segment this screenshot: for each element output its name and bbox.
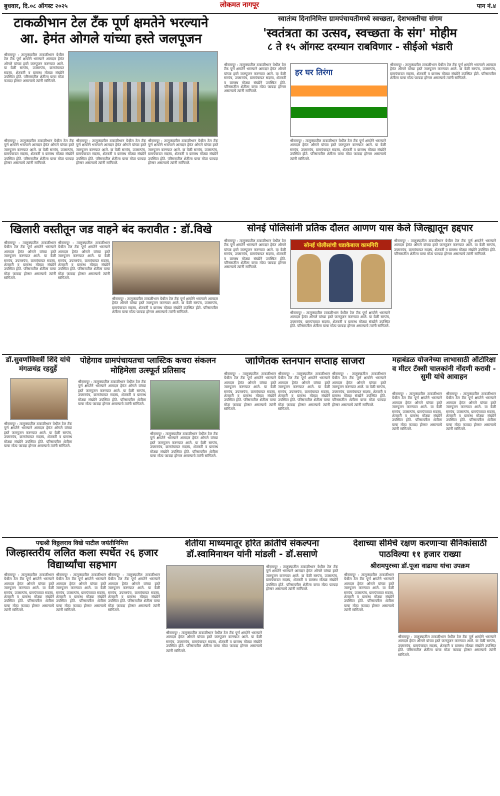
body-text: श्रीरामपूर : तालुक्यातील टाकळीभान येथील टेल टँक पूर्ण क्षमतेने भरल्याने आमदार हेमंत ओगले यांच्या हस्ते जलपूजन करण्यात आले. या वेळी सरपंच, उपसरपंच, ग्रामपंचायत सदस्य, शेतकरी व ग्रामस्थ मोठ्या संख्येने उपस्थित होते. परिसरातील शेतीला याचा मोठा फायदा होणार असल्याचे त्यांनी सांगितले. [332,372,386,407]
article-swaminathan [164,539,340,794]
subheadline: ८ ते १५ ऑगस्ट दरम्यान राबविणार - सीईओ भंडारी [267,42,453,53]
article-pohegaon [76,356,220,536]
article-stanpan [222,356,388,536]
body-text: श्रीरामपूर : तालुक्यातील टाकळीभान येथील टेल टँक पूर्ण क्षमतेने भरल्याने आमदार हेमंत ओगले यांच्या हस्ते जलपूजन करण्यात आले. या वेळी सरपंच, उपसरपंच, ग्रामपंचायत सदस्य, शेतकरी व ग्रामस्थ मोठ्या संख्येने उपस्थित होते. परिसरातील शेतीला याचा मोठा फायदा होणार असल्याचे त्यांनी सांगितले. [76,139,146,166]
masthead [0,0,500,14]
body-text: श्रीरामपूर : तालुक्यातील टाकळीभान येथील टेल टँक पूर्ण क्षमतेने भरल्याने आमदार हेमंत ओगले यांच्या हस्ते जलपूजन करण्यात आले. या वेळी सरपंच, उपसरपंच, ग्रामपंचायत सदस्य, शेतकरी व ग्रामस्थ मोठ्या संख्येने उपस्थित होते. परिसरातील शेतीला याचा मोठा फायदा होणार असल्याचे त्यांनी सांगितले. [166,631,262,653]
body-text: श्रीरामपूर : तालुक्यातील टाकळीभान येथील टेल टँक पूर्ण क्षमतेने भरल्याने आमदार हेमंत ओगले यांच्या हस्ते जलपूजन करण्यात आले. या वेळी सरपंच, उपसरपंच, ग्रामपंचायत सदस्य, शेतकरी व ग्रामस्थ मोठ्या संख्येने उपस्थित होते. परिसरातील शेतीला याचा मोठा फायदा होणार असल्याचे त्यांनी सांगितले. [108,573,160,613]
body-text: श्रीरामपूर : तालुक्यातील टाकळीभान येथील टेल टँक पूर्ण क्षमतेने भरल्याने आमदार हेमंत ओगले यांच्या हस्ते जलपूजन करण्यात आले. या वेळी सरपंच, उपसरपंच, ग्रामपंचायत सदस्य, शेतकरी व ग्रामस्थ मोठ्या संख्येने उपस्थित होते. परिसरातील शेतीला याचा मोठा फायदा होणार असल्याचे त्यांनी सांगितले. [390,63,496,81]
body-text: श्रीरामपूर : तालुक्यातील टाकळीभान येथील टेल टँक पूर्ण क्षमतेने भरल्याने आमदार हेमंत ओगले यांच्या हस्ते जलपूजन करण्यात आले. या वेळी सरपंच, उपसरपंच, ग्रामपंचायत सदस्य, शेतकरी व ग्रामस्थ मोठ्या संख्येने उपस्थित होते. परिसरातील शेतीला याचा मोठा फायदा होणार असल्याचे त्यांनी सांगितले. [446,392,496,432]
body-text: श्रीरामपूर : तालुक्यातील टाकळीभान येथील टेल टँक पूर्ण क्षमतेने भरल्याने आमदार हेमंत ओगले यांच्या हस्ते जलपूजन करण्यात आले. या वेळी सरपंच, उपसरपंच, ग्रामपंचायत सदस्य, शेतकरी व ग्रामस्थ मोठ्या संख्येने उपस्थित होते. परिसरातील शेतीला याचा मोठा फायदा होणार असल्याचे त्यांनी सांगितले. [392,392,442,432]
body-text: श्रीरामपूर : तालुक्यातील टाकळीभान येथील टेल टँक पूर्ण क्षमतेने भरल्याने आमदार हेमंत ओगले यांच्या हस्ते जलपूजन करण्यात आले. या वेळी सरपंच, उपसरपंच, ग्रामपंचायत सदस्य, शेतकरी व ग्रामस्थ मोठ्या संख्येने उपस्थित होते. परिसरातील शेतीला याचा मोठा फायदा होणार असल्याचे त्यांनी सांगितले. [224,372,276,412]
body-text: श्रीरामपूर : तालुक्यातील टाकळीभान येथील टेल टँक पूर्ण क्षमतेने भरल्याने आमदार हेमंत ओगले यांच्या हस्ते जलपूजन करण्यात आले. या वेळी सरपंच, उपसरपंच, ग्रामपंचायत सदस्य, शेतकरी व ग्रामस्थ मोठ्या संख्येने उपस्थित होते. परिसरातील शेतीला याचा मोठा फायदा होणार असल्याचे त्यांनी सांगितले. [278,372,330,412]
meeting-photo [112,241,220,295]
headline: 'स्वतंत्रता का उत्सव, स्वच्छता के संग' मोहीम [263,26,457,40]
body-text: श्रीरामपूर : तालुक्यातील टाकळीभान येथील टेल टँक पूर्ण क्षमतेने भरल्याने आमदार हेमंत ओगले यांच्या हस्ते जलपूजन करण्यात आले. या वेळी सरपंच, उपसरपंच, ग्रामपंचायत सदस्य, शेतकरी व ग्रामस्थ मोठ्या संख्येने उपस्थित होते. परिसरातील शेतीला याचा मोठा फायदा होणार असल्याचे त्यांनी सांगितले. [4,241,56,281]
body-text: श्रीरामपूर : तालुक्यातील टाकळीभान येथील टेल टँक पूर्ण क्षमतेने भरल्याने आमदार हेमंत ओगले यांच्या हस्ते जलपूजन करण्यात आले. या वेळी सरपंच, उपसरपंच, ग्रामपंचायत सदस्य, शेतकरी व ग्रामस्थ मोठ्या संख्येने उपस्थित होते. परिसरातील शेतीला याचा मोठा फायदा होणार असल्याचे त्यांनी सांगितले. [344,573,394,613]
article-tel-tank [2,15,220,220]
headline: पोहेगाव ग्रामपंचायतचा प्लास्टिक कचरा संकलन मोहिमेला उत्स्फूर्त प्रतिसाद [80,356,216,375]
headline: सोनई पोलिसांनी प्रतिक दौलत आणण यास केले जिल्ह्यातून हद्दपार [247,223,473,234]
article-shinde [2,356,74,536]
article-lalit-kala [2,539,162,794]
article-swachhata [222,15,498,220]
body-text: श्रीरामपूर : तालुक्यातील टाकळीभान येथील टेल टँक पूर्ण क्षमतेने भरल्याने आमदार हेमंत ओगले यांच्या हस्ते जलपूजन करण्यात आले. या वेळी सरपंच, उपसरपंच, ग्रामपंचायत सदस्य, शेतकरी व ग्रामस्थ मोठ्या संख्येने उपस्थित होते. परिसरातील शेतीला याचा मोठा फायदा होणार असल्याचे त्यांनी सांगितले. [78,380,146,407]
headline: टाकळीभान टेल टँक पूर्ण क्षमतेने भरल्याने आ. हेमंत ओगले यांच्या हस्ते जलपूजन [13,16,209,47]
masthead-date: बुधवार, दि.०८ ऑगस्ट २०२५ [4,3,68,10]
body-text: श्रीरामपूर : तालुक्यातील टाकळीभान येथील टेल टँक पूर्ण क्षमतेने भरल्याने आमदार हेमंत ओगले यांच्या हस्ते जलपूजन करण्यात आले. या वेळी सरपंच, उपसरपंच, ग्रामपंचायत सदस्य, शेतकरी व ग्रामस्थ मोठ्या संख्येने उपस्थित होते. परिसरातील शेतीला याचा मोठा फायदा होणार असल्याचे त्यांनी सांगितले. [4,573,54,613]
masthead-paper: लोकमत नागपूर [220,1,260,9]
body-text: श्रीरामपूर : तालुक्यातील टाकळीभान येथील टेल टँक पूर्ण क्षमतेने भरल्याने आमदार हेमंत ओगले यांच्या हस्ते जलपूजन करण्यात आले. या वेळी सरपंच, उपसरपंच, ग्रामपंचायत सदस्य, शेतकरी व ग्रामस्थ मोठ्या संख्येने उपस्थित होते. परिसरातील शेतीला याचा मोठा फायदा होणार असल्याचे त्यांनी सांगितले. [398,635,496,657]
headline: महाबंडळ योजनेच्या लाभासाठी ऑटोरिक्षा व मीटर टॅक्सी चालकांनी नोंदणी करावी - सुमी यांचे आवाहन [392,356,496,381]
banner-label: सोनई पोलीसांची धडाकेबाज कामगिरी [291,240,391,250]
divider [2,537,498,538]
body-text: श्रीरामपूर : तालुक्यातील टाकळीभान येथील टेल टँक पूर्ण क्षमतेने भरल्याने आमदार हेमंत ओगले यांच्या हस्ते जलपूजन करण्यात आले. या वेळी सरपंच, उपसरपंच, ग्रामपंचायत सदस्य, शेतकरी व ग्रामस्थ मोठ्या संख्येने उपस्थित होते. परिसरातील शेतीला याचा मोठा फायदा होणार असल्याचे त्यांनी सांगितले. [112,297,218,315]
subheadline: श्रीरामपुरच्या डॉ.पूजा वाढाया यांचा उपक्रम [370,562,470,570]
body-text: श्रीरामपूर : तालुक्यातील टाकळीभान येथील टेल टँक पूर्ण क्षमतेने भरल्याने आमदार हेमंत ओगले यांच्या हस्ते जलपूजन करण्यात आले. या वेळी सरपंच, उपसरपंच, ग्रामपंचायत सदस्य, शेतकरी व ग्रामस्थ मोठ्या संख्येने उपस्थित होते. परिसरातील शेतीला याचा मोठा फायदा होणार असल्याचे त्यांनी सांगितले. [266,565,338,592]
plastic-drive-photo [150,380,220,430]
kicker: पद्मश्री विठ्ठलराव विखे पाटील जयंतीनिमित्त [35,540,129,547]
poster-text: हर घर तिरंगा [295,68,333,77]
article-sonai-police [222,223,498,353]
headline: देशाच्या सीमेचे रक्षण करणाऱ्या सैनिकांसाठी पाठविल्या ११ हजार राख्या [353,539,487,560]
body-text: श्रीरामपूर : तालुक्यातील टाकळीभान येथील टेल टँक पूर्ण क्षमतेने भरल्याने आमदार हेमंत ओगले यांच्या हस्ते जलपूजन करण्यात आले. या वेळी सरपंच, उपसरपंच, ग्रामपंचायत सदस्य, शेतकरी व ग्रामस्थ मोठ्या संख्येने उपस्थित होते. परिसरातील शेतीला याचा मोठा फायदा होणार असल्याचे त्यांनी सांगितले. [4,139,74,166]
jalpujan-photo [68,51,218,137]
portrait-photo [10,378,68,420]
body-text: श्रीरामपूर : तालुक्यातील टाकळीभान येथील टेल टँक पूर्ण क्षमतेने भरल्याने आमदार हेमंत ओगले यांच्या हस्ते जलपूजन करण्यात आले. या वेळी सरपंच, उपसरपंच, ग्रामपंचायत सदस्य, शेतकरी व ग्रामस्थ मोठ्या संख्येने उपस्थित होते. परिसरातील शेतीला याचा मोठा फायदा होणार असल्याचे त्यांनी सांगितले. [150,432,218,459]
body-text: श्रीरामपूर : तालुक्यातील टाकळीभान येथील टेल टँक पूर्ण क्षमतेने भरल्याने आमदार हेमंत ओगले यांच्या हस्ते जलपूजन करण्यात आले. या वेळी सरपंच, उपसरपंच, ग्रामपंचायत सदस्य, शेतकरी व ग्रामस्थ मोठ्या संख्येने उपस्थित होते. परिसरातील शेतीला याचा मोठा फायदा होणार असल्याचे त्यांनी सांगितले. [56,573,106,613]
headline: डॉ.सुवर्णाविवर्त्री शिंदे यांचे मंगळचंद्र रहदुर्हे [5,356,71,373]
headline: जिल्हास्तरीय ललित कला स्पर्धेत २६ हजार विद्यार्थ्यांचा सहभाग [6,548,158,571]
headline: जाणितक स्तनपान सप्ताह साजरा [245,356,365,367]
body-text: श्रीरामपूर : तालुक्यातील टाकळीभान येथील टेल टँक पूर्ण क्षमतेने भरल्याने आमदार हेमंत ओगले यांच्या हस्ते जलपूजन करण्यात आले. या वेळी सरपंच, उपसरपंच, ग्रामपंचायत सदस्य, शेतकरी व ग्रामस्थ मोठ्या संख्येने उपस्थित होते. परिसरातील शेतीला याचा मोठा फायदा होणार असल्याचे त्यांनी सांगितले. [224,239,286,270]
kicker: स्वातंत्र्य दिनानिमित्त ग्रामपंचायतीमध्ये स्वच्छता, देशभक्तीचा संगम [277,15,443,23]
tiranga-poster [290,63,388,137]
headline: खिलारी वस्तीतून जड वाहने बंद करावीत : डॉ.विखे [10,223,212,236]
body-text: श्रीरामपूर : तालुक्यातील टाकळीभान येथील टेल टँक पूर्ण क्षमतेने भरल्याने आमदार हेमंत ओगले यांच्या हस्ते जलपूजन करण्यात आले. या वेळी सरपंच, उपसरपंच, ग्रामपंचायत सदस्य, शेतकरी व ग्रामस्थ मोठ्या संख्येने उपस्थित होते. परिसरातील शेतीला याचा मोठा फायदा होणार असल्याचे त्यांनी सांगितले. [58,241,110,281]
body-text: श्रीरामपूर : तालुक्यातील टाकळीभान येथील टेल टँक पूर्ण क्षमतेने भरल्याने आमदार हेमंत ओगले यांच्या हस्ते जलपूजन करण्यात आले. या वेळी सरपंच, उपसरपंच, ग्रामपंचायत सदस्य, शेतकरी व ग्रामस्थ मोठ्या संख्येने उपस्थित होते. परिसरातील शेतीला याचा मोठा फायदा होणार असल्याचे त्यांनी सांगितले. [148,139,218,166]
headline: शेतीया माध्यमातूर हरित क्रांतीचे संकल्पना डॉ.स्वामिनाथन यांनी मांडली - डॉ.ससाणे [184,539,320,560]
divider [2,354,498,355]
masthead-rule [2,13,498,14]
body-text: श्रीरामपूर : तालुक्यातील टाकळीभान येथील टेल टँक पूर्ण क्षमतेने भरल्याने आमदार हेमंत ओगले यांच्या हस्ते जलपूजन करण्यात आले. या वेळी सरपंच, उपसरपंच, ग्रामपंचायत सदस्य, शेतकरी व ग्रामस्थ मोठ्या संख्येने उपस्थित होते. परिसरातील शेतीला याचा मोठा फायदा होणार असल्याचे त्यांनी सांगितले. [4,53,64,84]
body-text: श्रीरामपूर : तालुक्यातील टाकळीभान येथील टेल टँक पूर्ण क्षमतेने भरल्याने आमदार हेमंत ओगले यांच्या हस्ते जलपूजन करण्यात आले. या वेळी सरपंच, उपसरपंच, ग्रामपंचायत सदस्य, शेतकरी व ग्रामस्थ मोठ्या संख्येने उपस्थित होते. परिसरातील शेतीला याचा मोठा फायदा होणार असल्याचे त्यांनी सांगितले. [290,139,386,161]
masthead-page: पान नं.४ [476,3,496,10]
rakhi-photo [398,573,498,633]
article-autorickshaw [390,356,498,536]
seminar-photo [166,565,264,629]
body-text: श्रीरामपूर : तालुक्यातील टाकळीभान येथील टेल टँक पूर्ण क्षमतेने भरल्याने आमदार हेमंत ओगले यांच्या हस्ते जलपूजन करण्यात आले. या वेळी सरपंच, उपसरपंच, ग्रामपंचायत सदस्य, शेतकरी व ग्रामस्थ मोठ्या संख्येने उपस्थित होते. परिसरातील शेतीला याचा मोठा फायदा होणार असल्याचे त्यांनी सांगितले. [224,63,286,94]
body-text: श्रीरामपूर : तालुक्यातील टाकळीभान येथील टेल टँक पूर्ण क्षमतेने भरल्याने आमदार हेमंत ओगले यांच्या हस्ते जलपूजन करण्यात आले. या वेळी सरपंच, उपसरपंच, ग्रामपंचायत सदस्य, शेतकरी व ग्रामस्थ मोठ्या संख्येने उपस्थित होते. परिसरातील शेतीला याचा मोठा फायदा होणार असल्याचे त्यांनी सांगितले. [4,422,72,449]
police-photo [290,239,392,309]
article-rakhi [342,539,498,794]
body-text: श्रीरामपूर : तालुक्यातील टाकळीभान येथील टेल टँक पूर्ण क्षमतेने भरल्याने आमदार हेमंत ओगले यांच्या हस्ते जलपूजन करण्यात आले. या वेळी सरपंच, उपसरपंच, ग्रामपंचायत सदस्य, शेतकरी व ग्रामस्थ मोठ्या संख्येने उपस्थित होते. परिसरातील शेतीला याचा मोठा फायदा होणार असल्याचे त्यांनी सांगितले. [394,239,496,257]
article-khilari [2,223,220,353]
body-text: श्रीरामपूर : तालुक्यातील टाकळीभान येथील टेल टँक पूर्ण क्षमतेने भरल्याने आमदार हेमंत ओगले यांच्या हस्ते जलपूजन करण्यात आले. या वेळी सरपंच, उपसरपंच, ग्रामपंचायत सदस्य, शेतकरी व ग्रामस्थ मोठ्या संख्येने उपस्थित होते. परिसरातील शेतीला याचा मोठा फायदा होणार असल्याचे त्यांनी सांगितले. [290,311,390,329]
divider [2,221,498,222]
